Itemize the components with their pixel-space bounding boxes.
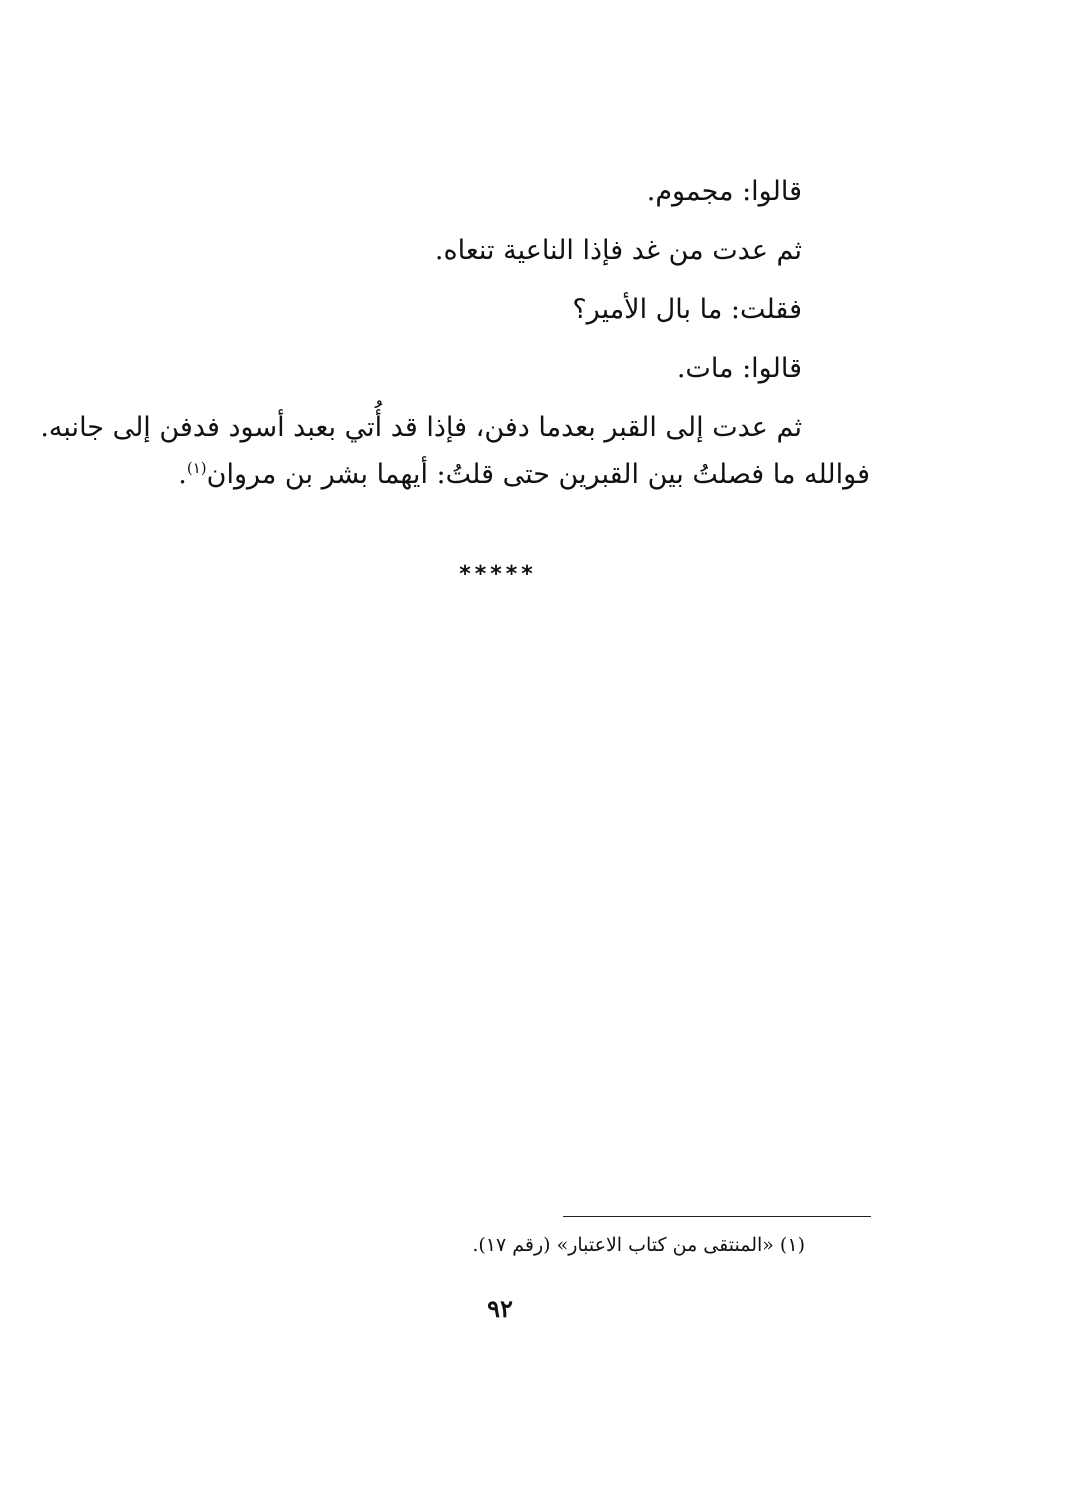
page-number: ٩٢ [487,1294,513,1323]
footnote-divider [563,1216,871,1217]
text-line-5: ثم عدت إلى القبر بعدما دفن، فإذا قد أُتي بعبد أسود فدفن إلى جانبه. [40,412,802,443]
text-line-3: فقلت: ما بال الأمير؟ [572,294,802,325]
text-line-1: قالوا: مجموم. [646,176,802,207]
text-line-6-period: . [178,459,187,490]
text-line-6-body: فوالله ما فصلتُ بين القبرين حتى قلتُ: أيهما بشر بن مروان [206,459,870,490]
section-separator: ***** [459,562,537,587]
text-line-4: قالوا: مات. [676,353,802,384]
footnote-reference: (١) [186,459,207,477]
main-text [40,172,870,495]
text-line-2: ثم عدت من غد فإذا الناعية تنعاه. [434,235,802,266]
footnote-text: (١) «المنتقى من كتاب الاعتبار» (رقم ١٧). [472,1234,805,1256]
text-line-6 [130,448,870,495]
